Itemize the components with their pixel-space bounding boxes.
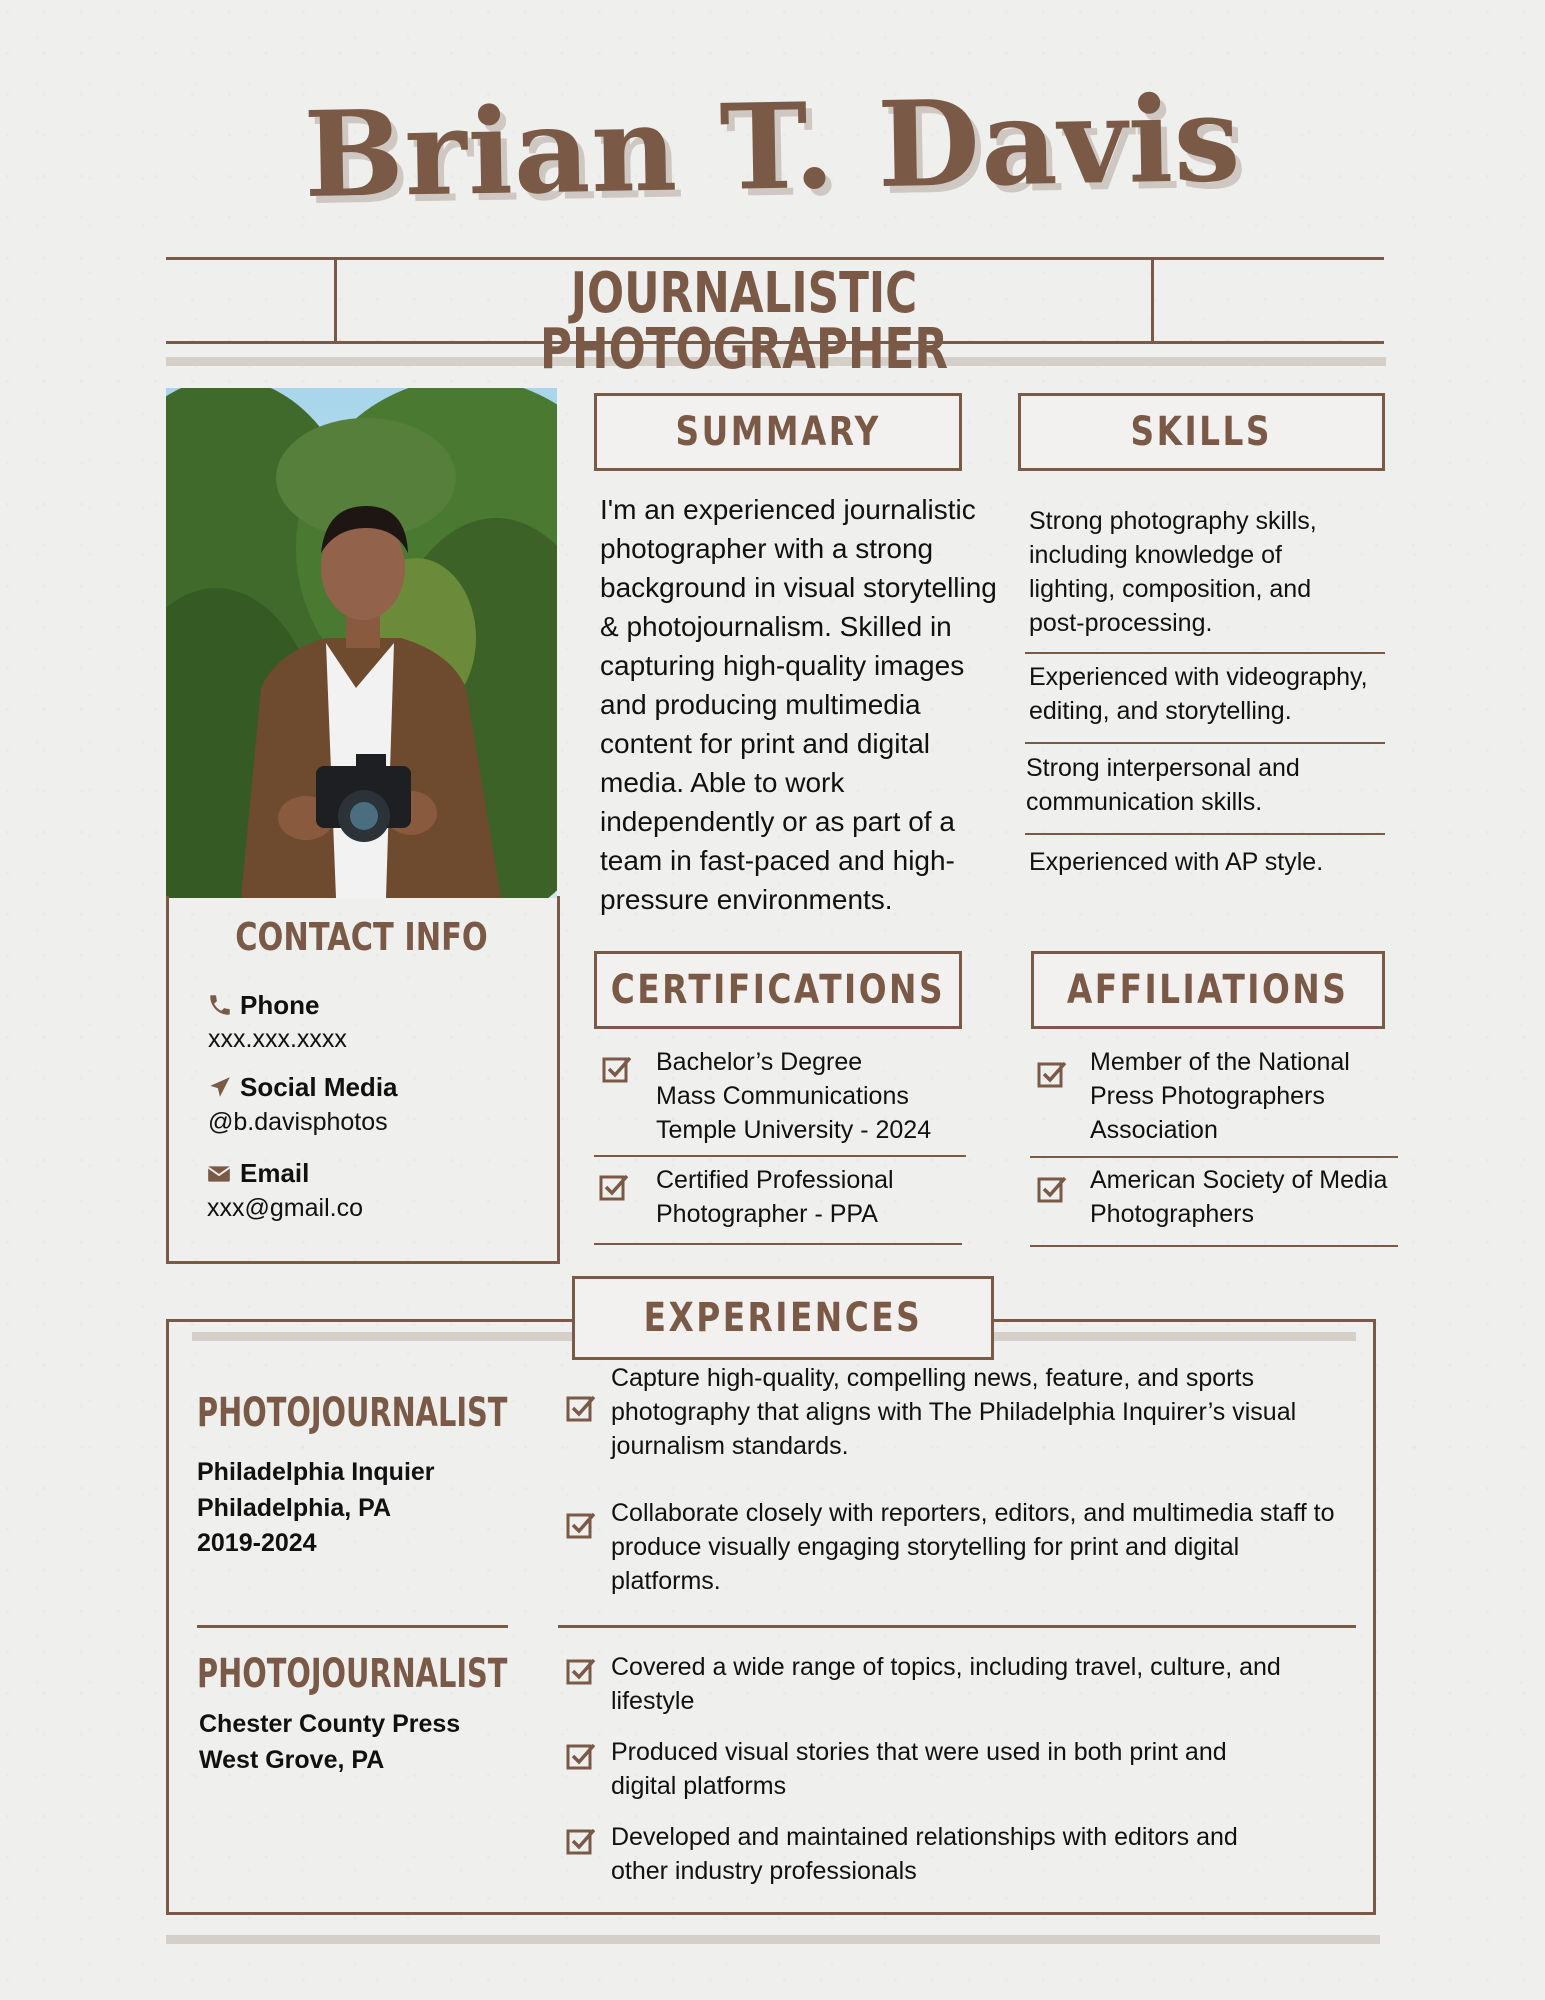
email-label: Email — [240, 1158, 310, 1188]
checkbox-icon — [565, 1509, 597, 1541]
checkbox-icon — [565, 1392, 597, 1424]
phone-icon — [207, 992, 233, 1018]
affiliation-item: American Society of Media Photographers — [1090, 1166, 1388, 1228]
job-org: Philadelphia Inquier — [197, 1458, 435, 1486]
summary-header — [594, 393, 962, 471]
checkbox-icon — [1036, 1058, 1068, 1090]
summary-title: SUMMARY — [675, 409, 881, 455]
job-location: West Grove, PA — [199, 1746, 385, 1774]
skill-item: Strong interpersonal and communication skills. — [1026, 754, 1300, 816]
skill-item: Experienced with videography, editing, and storytelling. — [1029, 663, 1368, 725]
checkbox-icon — [565, 1655, 597, 1687]
job-duty: Covered a wide range of topics, including travel, culture, and lifestyle — [611, 1653, 1281, 1715]
footer-rule — [166, 1935, 1380, 1944]
job-location: Philadelphia, PA — [197, 1494, 392, 1522]
job-role: PHOTOJOURNALIST — [197, 1651, 508, 1697]
checkbox-icon — [598, 1171, 630, 1203]
checkbox-icon — [565, 1740, 597, 1772]
job-title: JOURNALISTIC PHOTOGRAPHER — [540, 261, 948, 382]
affiliations-header — [1031, 951, 1385, 1029]
social-label: Social Media — [240, 1072, 398, 1102]
checkbox-icon — [601, 1053, 633, 1085]
job-divider-left — [197, 1625, 508, 1628]
job-duty: Developed and maintained relationships with editors and other industry professionals — [611, 1823, 1238, 1885]
experiences-title: EXPERIENCES — [643, 1295, 923, 1341]
job-duty: Collaborate closely with reporters, editors, and multimedia staff to produce visually engaging storytelling for print and digital platforms. — [611, 1499, 1335, 1595]
skill-item: Strong photography skills, including knowledge of lighting, composition, and post-processing. — [1029, 507, 1317, 637]
title-rule-right — [1151, 257, 1154, 343]
skills-header — [1018, 393, 1385, 471]
phone-value[interactable]: xxx.xxx.xxxx — [208, 1025, 347, 1053]
title-rule-top — [166, 257, 1384, 260]
social-value[interactable]: @b.davisphotos — [208, 1108, 388, 1136]
skill-divider — [1025, 833, 1385, 835]
job-role: PHOTOJOURNALIST — [197, 1390, 508, 1436]
checkbox-icon — [565, 1825, 597, 1857]
certification-divider — [594, 1243, 962, 1245]
contact-title: CONTACT INFO — [235, 915, 488, 959]
experiences-header — [572, 1276, 994, 1360]
job-divider-right — [558, 1625, 1356, 1628]
job-dates: 2019-2024 — [197, 1529, 317, 1557]
certification-item: Certified Professional Photographer - PPA — [656, 1166, 894, 1228]
email-value[interactable]: xxx@gmail.co — [207, 1194, 363, 1222]
summary-text: I'm an experienced journalistic photographer with a strong background in visual storytelling & photojournalism. Skilled in capturing high-quality images and producing multimedia content for print and digital media. Able to work independently or as part of a team in fast-paced and high-pressure environments. — [600, 494, 997, 915]
certification-divider — [594, 1155, 966, 1157]
affiliations-title: AFFILIATIONS — [1067, 967, 1349, 1013]
job-duty: Produced visual stories that were used in both print and digital platforms — [611, 1738, 1227, 1800]
skill-divider — [1025, 742, 1385, 744]
phone-label: Phone — [240, 990, 320, 1020]
job-org: Chester County Press — [199, 1710, 461, 1738]
affiliation-item: Member of the National Press Photographers Association — [1090, 1048, 1350, 1144]
affiliation-divider — [1030, 1156, 1398, 1158]
certifications-header — [594, 951, 962, 1029]
skill-item: Experienced with AP style. — [1029, 848, 1324, 876]
checkbox-icon — [1036, 1173, 1068, 1205]
skill-divider — [1025, 652, 1385, 654]
send-arrow-icon — [207, 1074, 233, 1100]
affiliation-divider — [1030, 1245, 1398, 1247]
title-rule-left — [334, 257, 337, 343]
profile-photo — [166, 388, 557, 898]
job-duty: Capture high-quality, compelling news, feature, and sports photography that aligns with The Philadelphia Inquirer’s visual journalism standards. — [611, 1364, 1297, 1460]
certifications-title: CERTIFICATIONS — [610, 967, 946, 1013]
candidate-name: Brian T. Davis — [302, 68, 1243, 225]
skills-title: SKILLS — [1130, 409, 1273, 455]
email-icon — [206, 1161, 232, 1187]
certification-item: Bachelor’s Degree Mass Communications Temple University - 2024 — [656, 1048, 932, 1144]
